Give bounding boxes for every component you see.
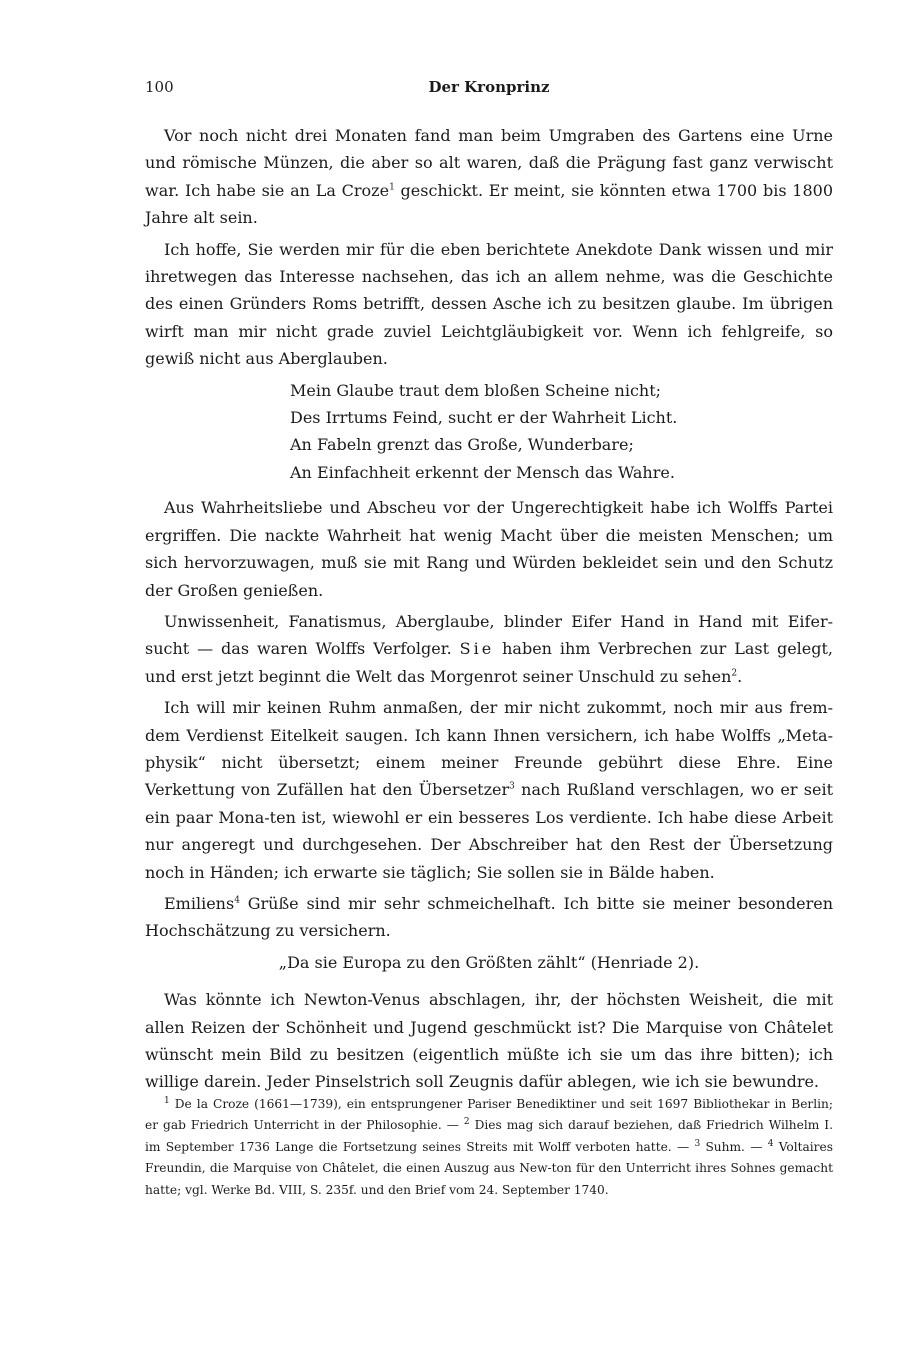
poem-line: An Fabeln grenzt das Große, Wunderbare; [290,435,634,455]
text-segment: Vor noch nicht drei Monaten fand man beim Umgraben des Gartens eine Urne und römische Münzen, die aber so alt waren, daß die Prägung fast ganz verwischt war. Ich habe sie an La Croze [145,126,833,200]
footnote-ref: 2 [731,668,738,679]
text-segment: Was könnte ich Newton-Venus abschlagen, ihr, der höchsten Weisheit, die mit allen Reizen der Schönheit und Jugend geschmückt ist? Die Marquise von Châtelet wünscht mein Bild zu besitzen (eigentlich müßte ich sie um das ihre bitten); ich willige darein. Jeder Pinselstrich soll Zeugnis dafür ablegen, wie ich sie bewundre. [145,990,833,1092]
paragraph [145,494,833,604]
footnote-ref: 1 [389,182,395,193]
text-segment: De la Croze (1661—1739), ein entsprungener Pariser Benediktiner und seit 1697 Bibliothekar in Berlin; er gab Friedrich Unterricht in der Philosophie. — [145,1097,833,1133]
text-segment: Dies mag sich darauf beziehen, daß Friedrich Wilhelm I. im September 1736 Lange die Fortsetzung seines Streits mit Wolff verboten hatte. — [145,1118,833,1154]
paragraph [145,122,833,232]
paragraph [145,986,833,1096]
poem [290,377,833,487]
footnote-ref: 3 [509,782,515,793]
text-segment: Ich will mir keinen Ruhm anmaßen, der mir nicht zukommt, noch mir aus frem-dem Verdienst Eitelkeit saugen. Ich kann Ihnen versichern, ich habe Wolffs „Meta-physik“ nicht übersetzt; einem meiner Freunde gebührt diese Ehre. Eine Verkettung von Zufällen hat den Übersetzer [145,698,833,800]
text-segment: Emiliens [164,893,235,913]
paragraph [145,236,833,373]
footnote-ref: 1 [164,1095,170,1106]
paragraph-group-3 [145,986,833,1096]
running-title: Der Kronprinz [428,78,550,96]
footnote-ref: 2 [463,1117,470,1128]
poem-line: Des Irrtums Feind, sucht er der Wahrheit Licht. [290,408,678,428]
text-segment: Aus Wahrheitsliebe und Abscheu vor der Ungerechtigkeit habe ich Wolffs Partei ergriffen. Die nackte Wahrheit hat wenig Macht über die meisten Menschen; um sich hervorzuwagen, muß sie mit Rang und Würden bekleidet sein und den Schutz der Großen genießen. [145,498,833,600]
text-segment: nach Rußland verschlagen, wo er seit ein paar Mona-ten ist, wiewohl er ein besseres Los verdiente. Ich habe diese Arbeit nur angeregt und durchgesehen. Der Abschreiber hat den Rest der Übersetzung noch in Händen; ich erwarte sie täglich; Sie sollen sie in Bälde haben. [145,780,833,882]
footnote-ref: 4 [767,1138,774,1149]
footnotes [145,1094,833,1201]
poem-line: An Einfachheit erkennt der Mensch das Wahre. [290,462,675,482]
paragraph [145,890,833,945]
paragraph [145,608,833,690]
paragraph-group-2 [145,494,833,945]
page-header [145,78,833,100]
henriade-quote: „Da sie Europa zu den Größten zählt“ (Henriade 2). [278,952,700,972]
paragraph [145,694,833,886]
text-segment: haben ihm Verbrechen zur Last gelegt, und erst jetzt beginnt die Welt das Morgenrot seiner Unschuld zu sehen [145,639,834,686]
text-segment: Voltaires Freundin, die Marquise von Châtelet, die einen Auszug aus New-ton für den Unterricht ihres Sohnes gemacht hatte; vgl. Werke Bd. VIII, S. 235f. und den Brief vom 24. September 1740. [145,1139,833,1197]
text-segment: Grüße sind mir sehr schmeichelhaft. Ich bitte sie meiner besonderen Hochschätzung zu versichern. [145,893,833,941]
body-text [145,122,833,1100]
text-segment: Unwissenheit, Fanatismus, Aberglaube, blinder Eifer Hand in Hand mit Eifer-sucht — das waren Wolffs Verfolger. [145,611,833,659]
footnote-ref: 4 [234,895,240,906]
text-segment: geschickt. Er meint, sie könnten etwa 1700 bis 1800 Jahre alt sein. [145,180,834,228]
page-number: 100 [145,78,174,96]
text-segment: Suhm. — [700,1139,768,1154]
footnote-ref: 3 [694,1138,701,1149]
paragraph-group-1 [145,122,833,373]
spaced-text: Sie [459,639,495,659]
text-segment: Ich hoffe, Sie werden mir für die eben berichtete Anekdote Dank wissen und mir ihretwegen das Interesse nachsehen, das ich an allem nehme, was die Geschichte des einen Gründers Roms betrifft, dessen Asche ich zu besitzen glaube. Im übrigen wirft man mir nicht grade zuviel Leichtgläubigkeit vor. Wenn ich fehlgreife, so gewiß nicht aus Aberglauben. [145,239,833,369]
poem-line: Mein Glaube traut dem bloßen Scheine nicht; [290,380,662,400]
text-segment: . [737,666,743,686]
